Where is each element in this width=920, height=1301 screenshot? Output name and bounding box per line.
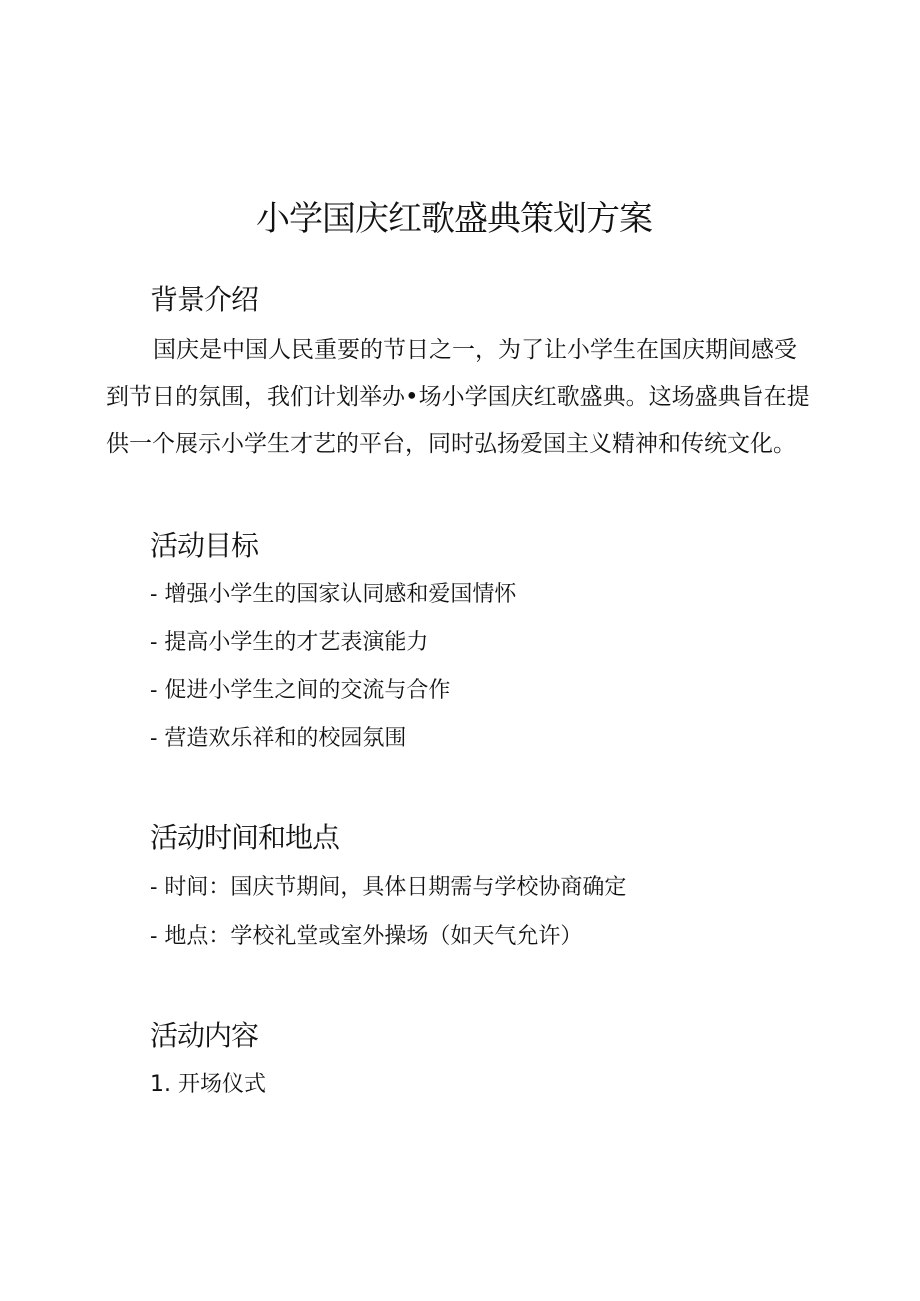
section-heading-time-place: 活动时间和地点 [150,821,340,854]
document-title: 小学国庆红歌盛典策划方案 [256,198,652,239]
section-heading-goals: 活动目标 [150,529,259,562]
section-heading-background: 背景介绍 [150,283,259,316]
goal-list-item: - 营造欢乐祥和的校园氛围 [150,726,407,751]
goal-list-item: - 增强小学生的国家认同感和爱国情怀 [150,582,517,607]
goal-list-item: - 促进小学生之间的交流与合作 [150,678,451,703]
goal-list-item: - 提高小学生的才艺表演能力 [150,630,429,655]
background-paragraph-line-3: 供一个展示小学生才艺的平台，同时弘扬爱国主义精神和传统文化。 [106,431,796,457]
section-heading-content: 活动内容 [150,1019,259,1052]
background-paragraph-line-1: 国庆是中国人民重要的节日之一，为了让小学生在国庆期间感受 [153,337,797,363]
background-paragraph-line-2: 到节日的氛围，我们计划举办•场小学国庆红歌盛典。这场盛典旨在提 [106,384,810,410]
content-list-item: 1. 开场仪式 [150,1072,266,1097]
place-list-item: - 地点：学校礼堂或室外操场（如天气允许） [150,924,583,949]
time-list-item: - 时间：国庆节期间，具体日期需与学校协商确定 [150,875,627,900]
